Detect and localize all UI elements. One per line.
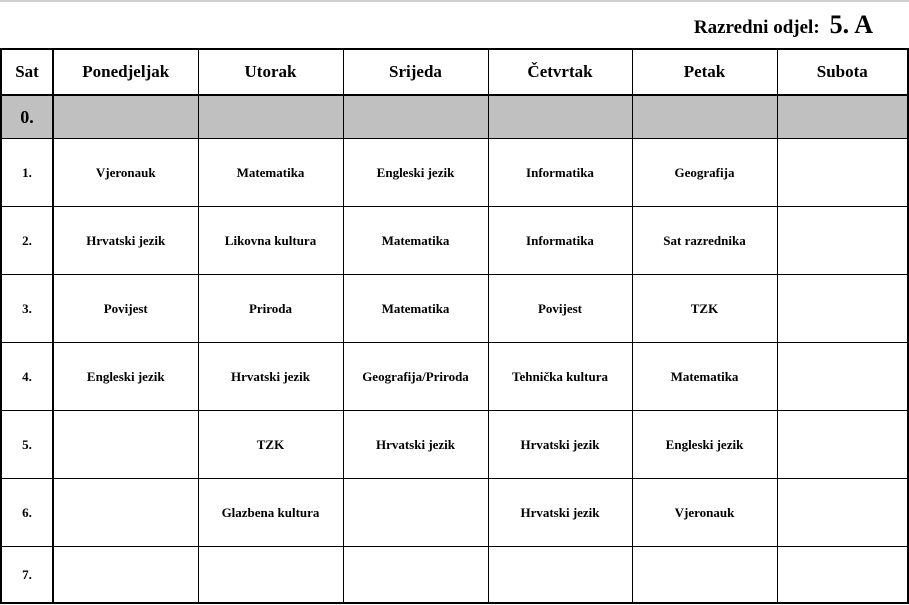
lesson-cell: Hrvatski jezik [198,343,343,411]
lesson-cell [777,411,908,479]
lesson-cell [777,343,908,411]
col-header-friday: Petak [632,49,777,95]
lesson-cell: Matematika [343,207,488,275]
timetable-row [1,275,908,343]
top-border [0,0,909,2]
lesson-cell: Engleski jezik [343,139,488,207]
lesson-cell [777,139,908,207]
lesson-cell: Informatika [488,139,632,207]
col-header-tuesday: Utorak [198,49,343,95]
timetable-row [1,139,908,207]
period-number: 3. [1,275,53,343]
lesson-cell: Priroda [198,275,343,343]
lesson-cell: Likovna kultura [198,207,343,275]
lesson-cell [53,479,198,547]
lesson-cell: Hrvatski jezik [343,411,488,479]
lesson-cell: Vjeronauk [632,479,777,547]
col-header-wednesday: Srijeda [343,49,488,95]
timetable-row [1,95,908,139]
timetable-row [1,343,908,411]
lesson-cell [198,95,343,139]
lesson-cell [777,479,908,547]
lesson-cell: Tehnička kultura [488,343,632,411]
class-label: Razredni odjel: [693,17,820,38]
lesson-cell [343,479,488,547]
lesson-cell [53,411,198,479]
period-number: 7. [1,547,53,604]
class-value: 5. A [829,10,873,39]
lesson-cell: TZK [198,411,343,479]
period-number: 0. [1,95,53,139]
lesson-cell: Informatika [488,207,632,275]
lesson-cell [53,95,198,139]
lesson-cell [777,275,908,343]
timetable-header-row [1,49,908,95]
lesson-cell [777,95,908,139]
col-header-sat: Sat [1,49,53,95]
lesson-cell: Matematika [198,139,343,207]
lesson-cell [777,207,908,275]
col-header-saturday: Subota [777,49,908,95]
lesson-cell: Povijest [53,275,198,343]
lesson-cell [632,547,777,604]
lesson-cell [488,95,632,139]
lesson-cell: Vjeronauk [53,139,198,207]
lesson-cell [198,547,343,604]
period-number: 5. [1,411,53,479]
lesson-cell [343,95,488,139]
col-header-thursday: Četvrtak [488,49,632,95]
col-header-monday: Ponedjeljak [53,49,198,95]
class-header [694,10,873,44]
period-number: 1. [1,139,53,207]
period-number: 6. [1,479,53,547]
lesson-cell [632,95,777,139]
timetable-row [1,547,908,604]
lesson-cell: Hrvatski jezik [53,207,198,275]
lesson-cell: TZK [632,275,777,343]
period-number: 4. [1,343,53,411]
lesson-cell [343,547,488,604]
timetable-row [1,411,908,479]
period-number: 2. [1,207,53,275]
timetable-row [1,479,908,547]
lesson-cell: Hrvatski jezik [488,479,632,547]
lesson-cell: Matematika [632,343,777,411]
lesson-cell: Glazbena kultura [198,479,343,547]
lesson-cell: Engleski jezik [53,343,198,411]
lesson-cell: Matematika [343,275,488,343]
timetable [0,48,909,604]
lesson-cell: Geografija [632,139,777,207]
lesson-cell [777,547,908,604]
lesson-cell: Engleski jezik [632,411,777,479]
lesson-cell [53,547,198,604]
lesson-cell [488,547,632,604]
lesson-cell: Hrvatski jezik [488,411,632,479]
timetable-row [1,207,908,275]
lesson-cell: Geografija/Priroda [343,343,488,411]
lesson-cell: Sat razrednika [632,207,777,275]
lesson-cell: Povijest [488,275,632,343]
